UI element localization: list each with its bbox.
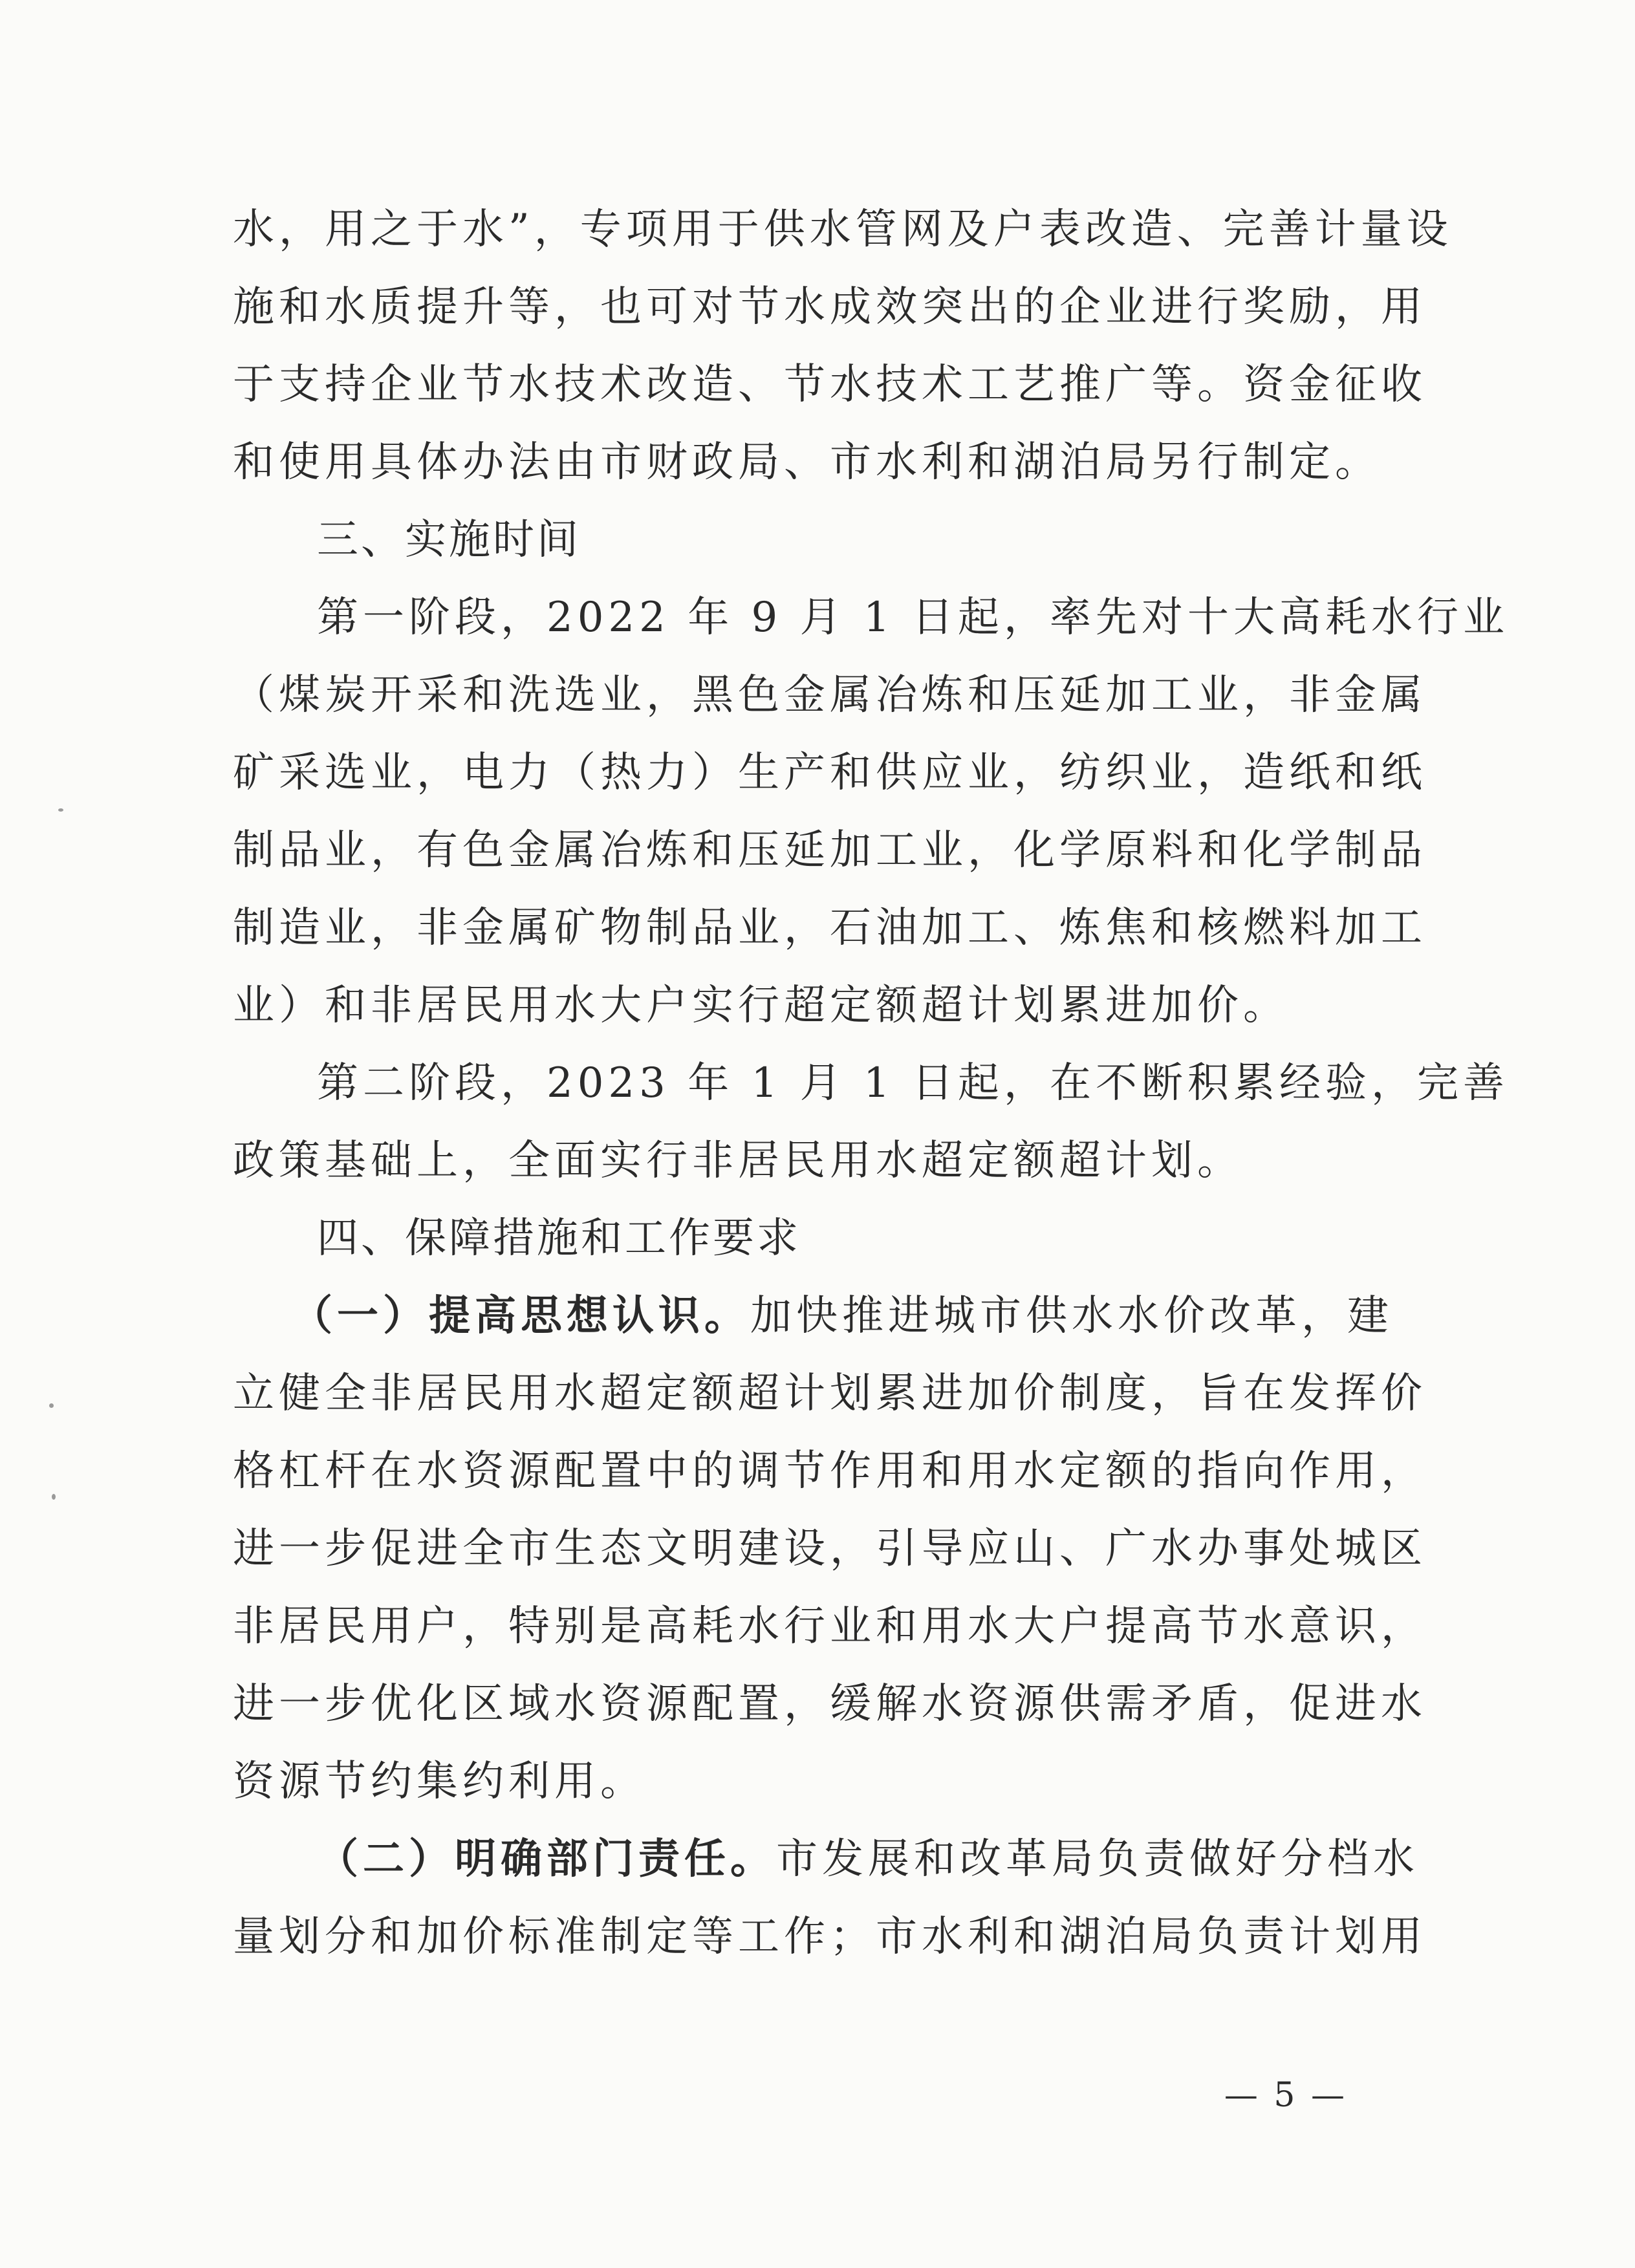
body-line: 制造业，非金属矿物制品业，石油加工、炼焦和核燃料加工 — [233, 904, 1427, 952]
body-line: 第二阶段，2023 年 1 月 1 日起，在不断积累经验，完善 — [317, 1059, 1510, 1107]
body-line: 施和水质提升等，也可对节水成效突出的企业进行奖励，用 — [233, 283, 1427, 331]
body-line: 进一步促进全市生态文明建设，引导应山、广水办事处城区 — [233, 1525, 1427, 1573]
body-text: 市发展和改革局负责做好分档水 — [776, 1835, 1419, 1883]
paragraph-line — [317, 1827, 1419, 1892]
body-line: 政策基础上，全面实行非居民用水超定额超计划。 — [233, 1137, 1243, 1185]
body-line: 立健全非居民用水超定额超计划累进加价制度，旨在发挥价 — [233, 1370, 1427, 1418]
body-line: 进一步优化区域水资源配置，缓解水资源供需矛盾，促进水 — [233, 1680, 1427, 1728]
body-line: 格杠杆在水资源配置中的调节作用和用水定额的指向作用， — [233, 1447, 1427, 1495]
paragraph-line — [291, 1284, 1393, 1348]
body-line: 制品业，有色金属冶炼和压延加工业，化学原料和化学制品 — [233, 826, 1427, 874]
page-number: — 5 — — [1224, 2076, 1347, 2115]
body-line: 资源节约集约利用。 — [233, 1758, 646, 1806]
body-line: 和使用具体办法由市财政局、市水利和湖泊局另行制定。 — [233, 438, 1381, 486]
body-line: 业）和非居民用水大户实行超定额超计划累进加价。 — [233, 982, 1289, 1030]
body-line: 矿采选业，电力（热力）生产和供应业，纺织业，造纸和纸 — [233, 749, 1427, 797]
scan-speck — [58, 808, 63, 812]
section-heading: 四、保障措施和工作要求 — [317, 1215, 801, 1262]
body-line: 水，用之于水”，专项用于供水管网及户表改造、完善计量设 — [233, 206, 1453, 254]
body-line: 于支持企业节水技术改造、节水技术工艺推广等。资金征收 — [233, 361, 1427, 409]
subheading: （一）提高思想认识。 — [291, 1291, 750, 1340]
section-heading: 三、实施时间 — [317, 516, 581, 564]
scan-speck — [49, 1403, 54, 1408]
body-line: （煤炭开采和洗选业，黑色金属冶炼和压延加工业，非金属 — [233, 671, 1427, 719]
body-line: 非居民用户，特别是高耗水行业和用水大户提高节水意识， — [233, 1603, 1427, 1650]
subheading: （二）明确部门责任。 — [317, 1835, 776, 1883]
body-line: 量划分和加价标准制定等工作；市水利和湖泊局负责计划用 — [233, 1913, 1427, 1961]
body-text: 加快推进城市供水水价改革，建 — [750, 1292, 1393, 1340]
body-line: 第一阶段，2022 年 9 月 1 日起，率先对十大高耗水行业 — [317, 594, 1510, 642]
scan-speck — [52, 1494, 56, 1500]
